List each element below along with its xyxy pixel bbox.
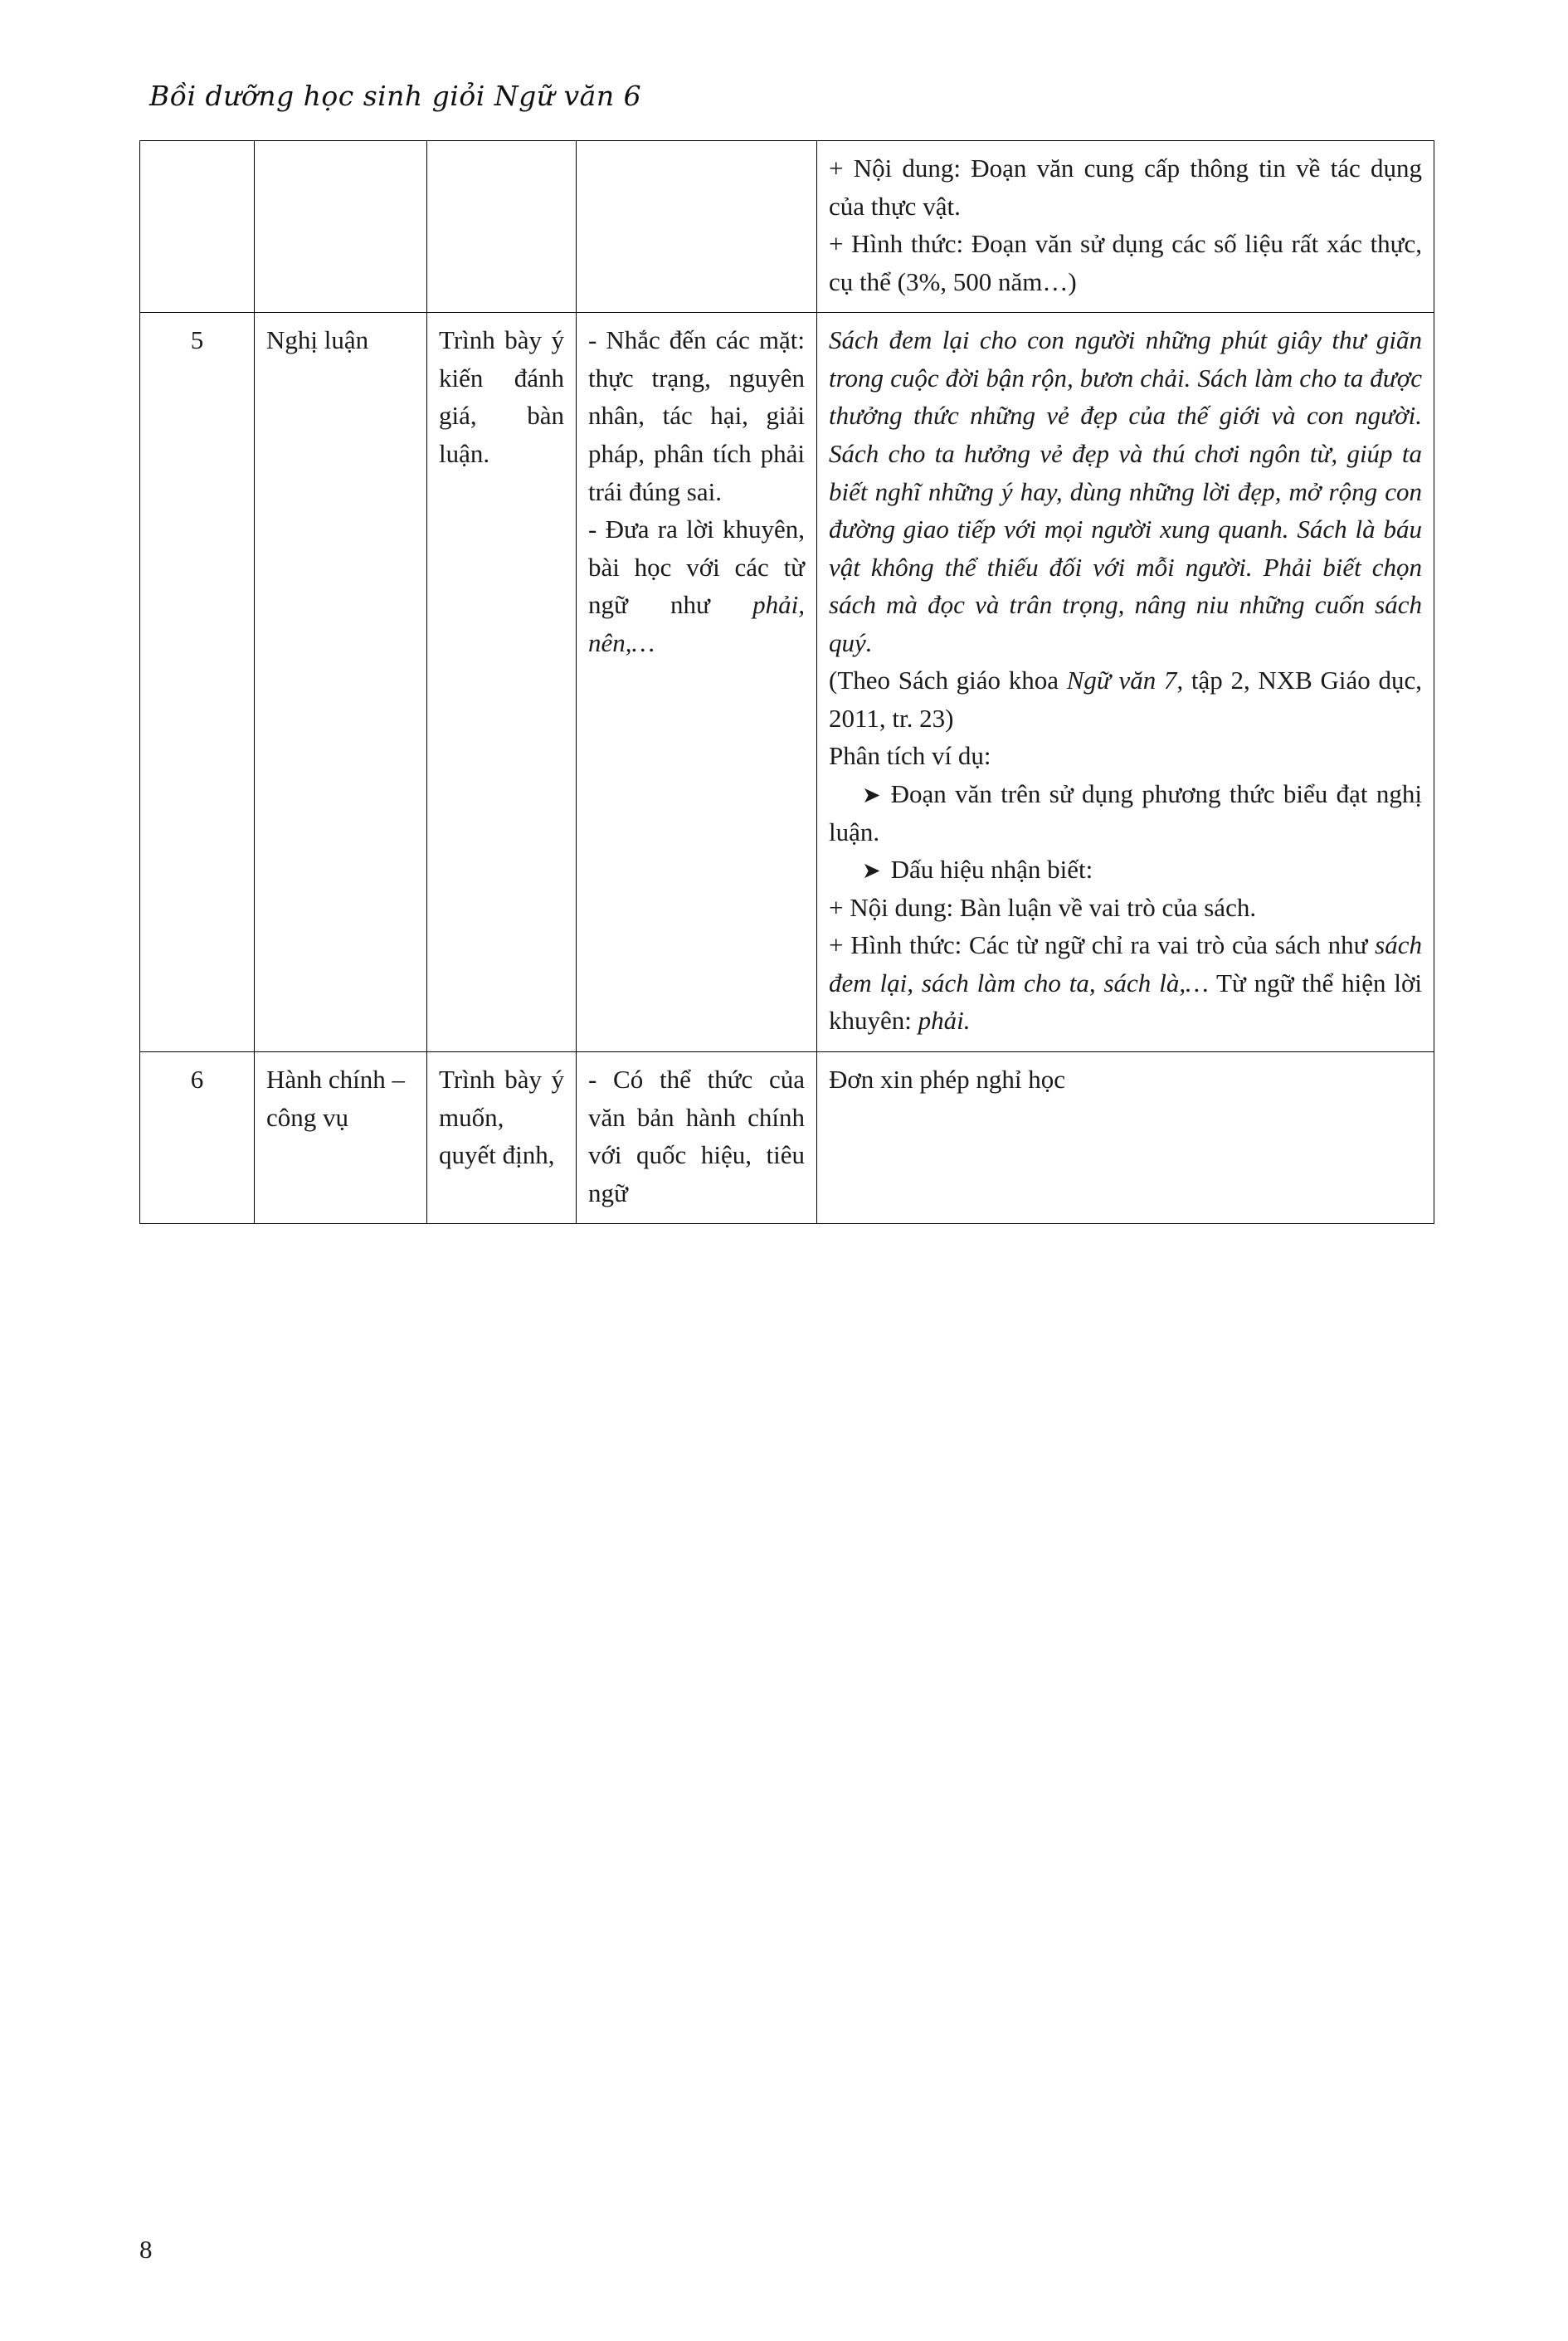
signal-line: - Đưa ra lời khuyên, bài học với các từ ngữ như phải, nên,… [588,515,805,657]
cell-purpose [427,141,577,313]
cell-signal: - Có thể thức của văn bản hành chính với quốc hiệu, tiêu ngữ [577,1051,817,1223]
analysis-label: Phân tích ví dụ: [829,741,991,771]
source-title: Ngữ văn 7 [1066,666,1177,695]
cell-number [140,141,255,313]
cell-type: Nghị luận [255,313,427,1052]
cell-purpose: Trình bày ý muốn, quyết định, [427,1051,577,1223]
cell-type: Hành chính – công vụ [255,1051,427,1223]
table-row [140,141,1434,313]
signal-italic: phải, nên,… [588,590,805,657]
analysis-item-text: Dấu hiệu nhận biết: [890,855,1093,885]
cell-number: 6 [140,1051,255,1223]
example-source [829,661,1422,737]
example-quote: Sách đem lại cho con người những phút giây thư giãn trong cuộc đời bận rộn, bươn chải. Sách làm cho ta được thưởng thức những vẻ đẹp của thế giới và con người. Sách cho ta hưởng vẻ đẹp và thú chơi ngôn từ, giúp ta biết nghĩ những ý hay, dùng những lời đẹp, mở rộng con đường giao tiếp với mọi người xung quanh. Sách là báu vật không thể thiếu đối với mỗi người. Phải biết chọn sách mà đọc và trân trọng, nâng niu những cuốn sách quý. [829,325,1422,657]
expression-modes-table [139,140,1434,1224]
analysis-item-text: Đoạn văn trên sử dụng phương thức biểu đạt nghị luận. [829,779,1422,846]
detail-italic: sách đem lại, sách làm cho ta, sách là,… [829,930,1422,997]
cell-purpose: Trình bày ý kiến đánh giá, bàn luận. [427,313,577,1052]
analysis-item [829,775,1422,851]
table-row [140,313,1434,1052]
example-line: + Nội dung: Đoạn văn cung cấp thông tin về tác dụng của thực vật. [829,154,1422,221]
arrow-bullet-icon: ➤ [862,858,881,884]
analysis-detail: + Nội dung: Bàn luận về vai trò của sách. [829,892,1257,922]
source-suffix: , tập 2, NXB Giáo dục, 2011, tr. 23) [829,666,1423,733]
source-prefix: (Theo Sách giáo khoa [829,666,1067,695]
cell-example [817,313,1434,1052]
arrow-bullet-icon: ➤ [862,783,881,807]
cell-example [817,141,1434,313]
page-number: 8 [139,2235,153,2264]
detail-italic: phải. [918,1006,971,1036]
cell-number: 5 [140,313,255,1052]
example-line: + Hình thức: Đoạn văn sử dụng các số liệu rất xác thực, cụ thể (3%, 500 năm…) [829,229,1422,296]
running-head: Bồi dưỡng học sinh giỏi Ngữ văn 6 [149,80,642,112]
cell-signal [577,141,817,313]
cell-type [255,141,427,313]
table-row [140,1051,1434,1223]
analysis-detail: + Hình thức: Các từ ngữ chỉ ra vai trò của sách như sách đem lại, sách làm cho ta, sách là,… Từ ngữ thể hiện lời khuyên: phải. [829,930,1422,1036]
cell-example: Đơn xin phép nghỉ học [817,1051,1434,1223]
analysis-item [829,851,1422,889]
signal-line: - Nhắc đến các mặt: thực trạng, nguyên nhân, tác hại, giải pháp, phân tích phải trái đúng sai. [588,325,805,506]
cell-signal [577,313,817,1052]
